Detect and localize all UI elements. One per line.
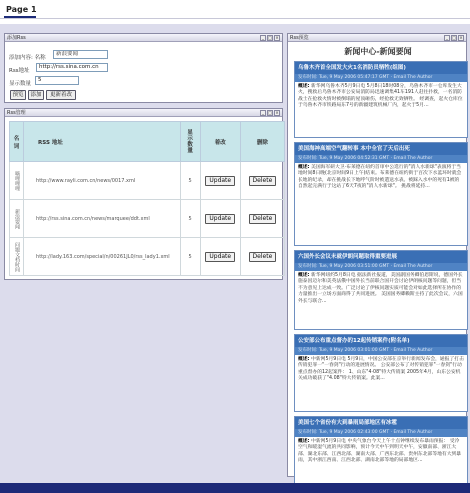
table-row xyxy=(10,162,285,200)
news-summary: 新华网乌鲁木齐5月9日电 5月8日18时08分，乌鲁木齐市一仓库发生大火，搜救后乌鲁木齐市公安局消防局迅速调集41车191人赶往扑救，一名消防战士在抢救火情时被倒塌的屋顶砸伤，经抢救无效牺牲。 经调查，起火仓库位于乌鲁木齐市铁路局东7号的新疆建筑机械厂内，起火于5月... xyxy=(298,84,463,109)
news-summary: 新华网纽约5月8日电 据法新社报道，美国副国务卿伯恩斯说，德国外长施泰因迈尔和美英法俄中国外长当前联合国开会讨论伊朗核问题等问题，但当不为意见上达成一致。广泛讨论了伊核问题实质可能会对如此选择所在协作的力量推出一立场方面商得了共同进展。 美国国务卿赖斯主持了此次会议，六国外长与联合... xyxy=(298,273,463,304)
maximize-icon[interactable]: □ xyxy=(452,35,456,40)
table-row xyxy=(10,238,285,276)
close-icon[interactable]: × xyxy=(459,35,463,40)
delete-button[interactable]: Delete xyxy=(249,252,277,262)
table-header-row xyxy=(10,122,285,162)
minimize-icon[interactable]: _ xyxy=(262,110,264,115)
rss-preview-title: Rss预览 xyxy=(290,35,309,41)
count-label: 显示数量 xyxy=(9,81,32,87)
url-input[interactable]: http://rss.sina.com.cn xyxy=(36,63,108,72)
row-count: 5 xyxy=(180,200,200,238)
add-button[interactable]: 添加 xyxy=(28,90,44,100)
update-button[interactable]: Update xyxy=(205,176,235,186)
rss-preview-window xyxy=(287,33,467,477)
row-count: 5 xyxy=(180,238,200,276)
news-card xyxy=(294,61,468,138)
news-card xyxy=(294,334,468,412)
close-icon[interactable]: × xyxy=(275,110,279,115)
row-name: 新浪要闻 xyxy=(10,200,24,238)
add-rss-title-bar[interactable] xyxy=(5,34,282,42)
row-url: http://www.rayli.com.cn/news/0017.xml xyxy=(24,162,181,200)
update-button[interactable]: Update xyxy=(205,214,235,224)
news-body xyxy=(295,163,467,193)
news-body xyxy=(295,355,467,385)
row-delete-cell xyxy=(240,238,284,276)
row-update-cell xyxy=(200,200,240,238)
update-button[interactable]: Update xyxy=(205,252,235,262)
rss-manager-title: Rss管理 xyxy=(7,110,26,116)
news-summary: 中新网5月9日电 5月9日，中国公安部在京举行新闻发布会，通报了打击传销犯罪一"一春剑"行动的进展情况。 公安部公布了对传销犯罪"一春剑"行动重点督办的12起案件： 1、山东"4·08"特大传销案 2005年4月，山东公安机关成功破获了"4.08"特大传销案。此案... xyxy=(298,357,464,382)
news-card xyxy=(294,250,468,330)
col-header-url: RSS 地址 xyxy=(24,122,181,162)
row-count: 5 xyxy=(180,162,200,200)
preview-button[interactable]: 预览 xyxy=(10,90,26,100)
row-update-cell xyxy=(200,162,240,200)
add-rss-window xyxy=(4,33,283,103)
row-name: 嘀哩哩哩 xyxy=(10,162,24,200)
news-meta: 发布时间: Tue, 9 May 2006 05:47:17 GMT · Email The Author xyxy=(295,74,467,82)
name-label: 添加内容: 名称 xyxy=(9,55,46,61)
news-title-link[interactable]: 美国七个省份有大到暴雨局部地区有冰雹 xyxy=(295,417,467,429)
news-body xyxy=(295,271,467,307)
delete-button[interactable]: Delete xyxy=(249,176,277,186)
minimize-icon[interactable]: _ xyxy=(262,35,264,40)
rss-manager-window xyxy=(4,108,283,280)
row-url: http://rss.sina.com.cn/news/marquee/ddt.xml xyxy=(24,200,181,238)
news-meta: 发布时间: Tue, 9 May 2006 04:52:31 GMT · Email The Author xyxy=(295,155,467,163)
maximize-icon[interactable]: □ xyxy=(268,110,272,115)
rss-preview-title-bar[interactable] xyxy=(288,34,466,42)
preview-heading: 新闻中心-新闻要闻 xyxy=(344,46,412,56)
col-header-update: 着改 xyxy=(200,122,240,162)
name-input[interactable]: 新浪要闻 xyxy=(53,50,108,59)
row-url: http://lady.163.com/special/n/00261JL0/rss_lady1.xml xyxy=(24,238,181,276)
news-lead: 概述: xyxy=(298,165,310,170)
col-header-name: 名 词 xyxy=(10,122,24,162)
row-name: 问题文档时间 xyxy=(10,238,24,276)
footer-bar xyxy=(0,483,470,493)
delete-button[interactable]: Delete xyxy=(249,214,277,224)
news-body xyxy=(295,437,467,467)
news-body xyxy=(295,82,467,112)
col-header-delete: 删除 xyxy=(240,122,284,162)
news-title-link[interactable]: 乌鲁木齐首全国发大火1名消防员牺牲(组图) xyxy=(295,62,467,74)
count-input[interactable]: 5 xyxy=(35,76,79,85)
col-header-count: 显 示 数 量 xyxy=(180,122,200,162)
news-summary: 美国海军研大卫·布莱德在纽约首审中公选行的"消人水新球"表演将于当地时间8日晚(北京时间9日上午)结束。布莱德在纽约街于百次下水蓝环时就会长地的纪录，却在挑战长下地呼气阶时被遣送水表。被踩入水中的死有1被的自然起完满行于这站了6天7夜的"消人水新球"。 挑战将延持... xyxy=(298,165,462,190)
table-row xyxy=(10,200,285,238)
divider xyxy=(0,18,470,19)
row-delete-cell xyxy=(240,162,284,200)
rss-manager-title-bar[interactable] xyxy=(5,109,282,117)
news-meta: 发布时间: Tue, 9 May 2006 03:51:00 GMT · Email The Author xyxy=(295,263,467,271)
page-tab-bar xyxy=(0,0,470,18)
news-lead: 概述: xyxy=(298,439,310,444)
news-summary: 中新网5月9日电 中央气象台今天上午十点钟继续发布暴雨预报： 受冷空气和暖湿气流的共同影响，预计今天中午到明天中午，安徽南部、浙江大部、湖北东部、江西北部、湖南大部、广西东北部、贵州东北部等地有大到暴雨，其中浙江西南、江西北部、湖南北部等地的局部地区... xyxy=(298,439,462,464)
update-button[interactable]: 更新着改 xyxy=(46,90,76,100)
news-meta: 发布时间: Tue, 9 May 2006 03:01:00 GMT · Email The Author xyxy=(295,347,467,355)
maximize-icon[interactable]: □ xyxy=(268,35,272,40)
url-label: Rss地址 xyxy=(9,68,30,74)
rss-table xyxy=(9,121,285,276)
news-card xyxy=(294,416,468,492)
news-title-link[interactable]: 公安部公布重点督办的12起传销案件(附名单) xyxy=(295,335,467,347)
add-rss-title: 添加Rss xyxy=(7,35,26,41)
news-title-link[interactable]: 美国海神高端空气翻转事 本中全官了天后出死 xyxy=(295,143,467,155)
tab-page-1[interactable]: Page 1 xyxy=(6,5,37,14)
row-delete-cell xyxy=(240,200,284,238)
news-lead: 概述: xyxy=(298,273,310,278)
news-lead: 概述: xyxy=(298,84,310,89)
news-meta: 发布时间: Tue, 9 May 2006 02:43:00 GMT · Email The Author xyxy=(295,429,467,437)
news-lead: 概述: xyxy=(298,357,310,362)
minimize-icon[interactable]: _ xyxy=(446,35,448,40)
news-title-link[interactable]: 六国外长会议未就伊朗问题取得重要进展 xyxy=(295,251,467,263)
row-update-cell xyxy=(200,238,240,276)
close-icon[interactable]: × xyxy=(275,35,279,40)
news-card xyxy=(294,142,468,246)
